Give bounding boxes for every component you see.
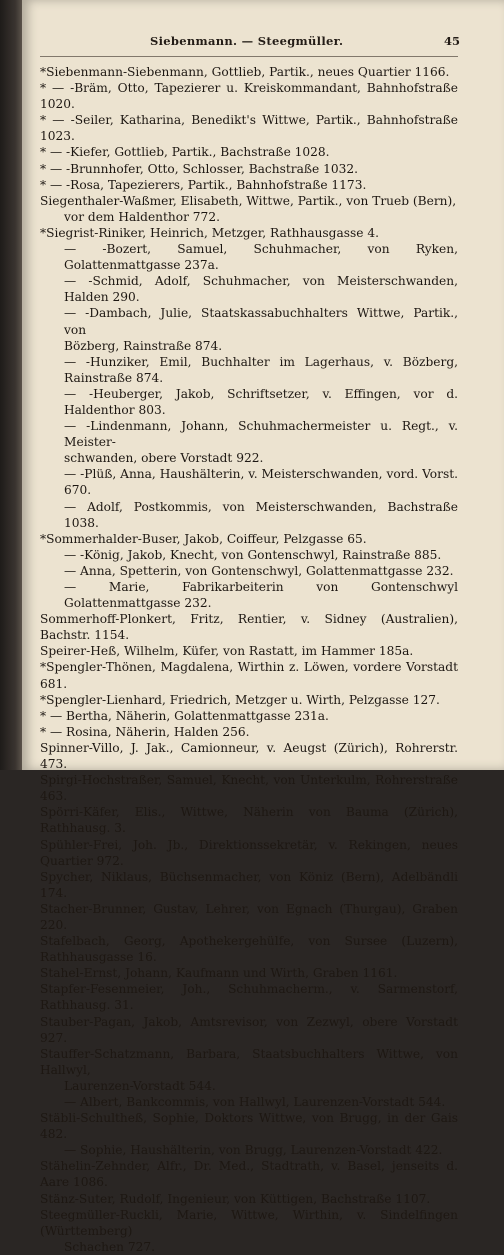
entry-line: Stacher-Brunner, Gustav, Lehrer, von Egnach (Thurgau), Graben 220. — [40, 901, 458, 932]
entry-line: *Spengler-Lienhard, Friedrich, Metzger u. Wirth, Pelzgasse 127. — [40, 692, 440, 707]
directory-entry — [40, 64, 458, 80]
entry-line: — -Lindenmann, Johann, Schuhmachermeister u. Regt., v. Meister- — [64, 419, 458, 450]
entry-line: — -Hunziker, Emil, Buchhalter im Lagerhaus, v. Bözberg, Rainstraße 874. — [64, 354, 458, 385]
directory-entry — [40, 1110, 458, 1142]
directory-entry — [40, 241, 458, 273]
directory-entry — [40, 193, 458, 225]
entry-line: — Adolf, Postkommis, von Meisterschwanden, Bachstraße 1038. — [64, 499, 458, 530]
entry-continuation-line: vor dem Haldenthor 772. — [64, 209, 220, 224]
entry-line: Stäbli-Schultheß, Sophie, Doktors Wittwe, von Brugg, in der Gais 482. — [40, 1111, 458, 1142]
entry-line: Sommerhoff-Plonkert, Fritz, Rentier, v. Sidney (Australien), Bachstr. 1154. — [40, 612, 458, 643]
entry-line: Speirer-Heß, Wilhelm, Küfer, von Rastatt, im Hammer 185a. — [40, 644, 414, 659]
header-rule — [40, 56, 458, 57]
entry-line: Steegmüller-Ruckli, Marie, Wittwe, Wirthin, v. Sindelfingen (Württemberg) — [40, 1207, 458, 1238]
entry-line: Stahel-Ernst, Johann, Kaufmann und Wirth, Graben 1161. — [40, 966, 398, 981]
entry-line: * — -Bräm, Otto, Tapezierer u. Kreiskommandant, Bahnhofstraße 1020. — [40, 81, 458, 112]
entry-line: * — -Rosa, Tapezierers, Partik., Bahnhofstraße 1173. — [40, 177, 367, 192]
entry-line: Spycher, Niklaus, Büchsenmacher, von Köniz (Bern), Adelbändli 174. — [40, 869, 458, 900]
entry-line: *Siegrist-Riniker, Heinrich, Metzger, Rathhausgasse 4. — [40, 225, 379, 240]
directory-entry — [40, 80, 458, 112]
entry-line: * — Bertha, Näherin, Golattenmattgasse 231a. — [40, 708, 329, 723]
directory-entry — [40, 933, 458, 965]
directory-entry — [40, 273, 458, 305]
directory-entry — [40, 499, 458, 531]
entry-line: — -Heuberger, Jakob, Schriftsetzer, v. Effingen, vor d. Haldenthor 803. — [64, 386, 458, 417]
entry-line: — -Bozert, Samuel, Schuhmacher, von Ryken, Golattenmattgasse 237a. — [64, 242, 458, 273]
running-title: Siebenmann. — Steegmüller. — [150, 34, 344, 48]
directory-entry — [40, 386, 458, 418]
directory-entry — [40, 965, 458, 981]
directory-entry — [40, 1094, 458, 1110]
entry-line: — Marie, Fabrikarbeiterin von Gontenschwyl Golattenmattgasse 232. — [64, 580, 458, 611]
entry-continuation-line: Bözberg, Rainstraße 874. — [64, 338, 223, 353]
directory-entry — [40, 225, 458, 241]
entry-line: *Siebenmann-Siebenmann, Gottlieb, Partik., neues Quartier 1166. — [40, 65, 450, 79]
directory-entry — [40, 112, 458, 144]
entry-line: Stauber-Pagan, Jakob, Amtsrevisor, von Zezwyl, obere Vorstadt 927. — [40, 1014, 458, 1045]
entry-line: Spühler-Frei, Joh. Jb., Direktionssekretär, v. Rekingen, neues Quartier 972. — [40, 837, 458, 868]
directory-entry — [40, 643, 458, 659]
directory-entry — [40, 1191, 458, 1207]
directory-entry — [40, 659, 458, 691]
entry-line: Spirgi-Hochstraßer, Samuel, Knecht, von Unterkulm, Rohrerstraße 463. — [40, 773, 458, 804]
directory-entry — [40, 901, 458, 933]
entry-line: Spinner-Villo, J. Jak., Camionneur, v. Aeugst (Zürich), Rohrerstr. 473. — [40, 740, 458, 772]
directory-entry — [40, 144, 458, 160]
directory-entry — [40, 547, 458, 563]
entry-line: *Spengler-Thönen, Magdalena, Wirthin z. Löwen, vordere Vorstadt 681. — [40, 660, 458, 691]
page-number: 45 — [443, 34, 460, 48]
directory-entry — [40, 611, 458, 643]
entry-line: *Sommerhalder-Buser, Jakob, Coiffeur, Pelzgasse 65. — [40, 531, 367, 546]
entry-line: — Sophie, Haushälterin, von Brugg, Laurenzen-Vorstadt 422. — [64, 1143, 443, 1158]
directory-entry — [40, 1207, 458, 1255]
entry-line: * — -Seiler, Katharina, Benedikt's Wittwe, Partik., Bahnhofstraße 1023. — [40, 113, 458, 144]
entry-line: * — Rosina, Näherin, Halden 256. — [40, 724, 250, 739]
directory-entry — [40, 981, 458, 1013]
directory-entry — [40, 869, 458, 901]
entry-line: Stähelin-Zehnder, Alfr., Dr. Med., Stadtrath, v. Basel, jenseits d. Aare 1086. — [40, 1159, 458, 1190]
directory-entry — [40, 563, 458, 579]
entry-line: — -König, Jakob, Knecht, von Gontenschwyl, Rainstraße 885. — [64, 547, 442, 562]
book-binding-shadow — [0, 0, 22, 770]
entry-continuation-line: schwanden, obere Vorstadt 922. — [64, 451, 264, 466]
entry-line: — -Dambach, Julie, Staatskassabuchhalters Wittwe, Partik., von — [64, 306, 458, 337]
directory-entry — [40, 418, 458, 466]
directory-entry — [40, 354, 458, 386]
entry-line: Stapfer-Fesenmeier, Joh., Schuhmacherm., v. Sarmenstorf, Rathhausg. 31. — [40, 982, 458, 1013]
directory-entry — [40, 708, 458, 724]
directory-entry — [40, 579, 458, 611]
entry-line: — -Schmid, Adolf, Schuhmacher, von Meisterschwanden, Halden 290. — [64, 274, 458, 305]
directory-entry — [40, 1014, 458, 1046]
entry-line: — Anna, Spetterin, von Gontenschwyl, Golattenmattgasse 232. — [64, 563, 454, 578]
directory-entry — [40, 1158, 458, 1190]
directory-entry — [40, 1046, 458, 1094]
entry-line: — -Plüß, Anna, Haushälterin, v. Meisterschwanden, vord. Vorst. 670. — [64, 467, 458, 498]
entry-line: Siegenthaler-Waßmer, Elisabeth, Wittwe, Partik., von Trueb (Bern), — [40, 193, 457, 208]
directory-entry — [40, 772, 458, 804]
directory-entry — [40, 804, 458, 836]
entry-line: — Albert, Bankcommis, von Hallwyl, Laurenzen-Vorstadt 544. — [64, 1095, 446, 1109]
directory-entry — [40, 724, 458, 740]
entry-continuation-line: Laurenzen-Vorstadt 544. — [64, 1078, 216, 1093]
directory-entry — [40, 837, 458, 869]
entry-line: Stauffer-Schatzmann, Barbara, Staatsbuchhalters Wittwe, von Hallwyl, — [40, 1046, 458, 1077]
directory-entry — [40, 305, 458, 353]
entry-continuation-line: Schachen 727. — [64, 1239, 156, 1254]
entry-line: Spörri-Käfer, Elis., Wittwe, Näherin von Bauma (Zürich), Rathhausg. 3. — [40, 805, 458, 836]
entry-line: Stafelbach, Georg, Apothekergehülfe, von Sursee (Luzern), Rathhausgasse 16. — [40, 934, 458, 965]
directory-entry — [40, 177, 458, 193]
page-header — [40, 34, 460, 50]
directory-entry — [40, 531, 458, 547]
directory-entry — [40, 1142, 458, 1158]
entry-line: * — -Kiefer, Gottlieb, Partik., Bachstraße 1028. — [40, 145, 330, 160]
directory-entries — [40, 64, 458, 1255]
directory-entry — [40, 692, 458, 708]
directory-entry — [40, 466, 458, 498]
entry-line: * — -Brunnhofer, Otto, Schlosser, Bachstraße 1032. — [40, 161, 358, 176]
directory-entry — [40, 161, 458, 177]
directory-entry — [40, 740, 458, 772]
entry-line: Stänz-Suter, Rudolf, Ingenieur, von Küttigen, Bachstraße 1107. — [40, 1191, 431, 1206]
